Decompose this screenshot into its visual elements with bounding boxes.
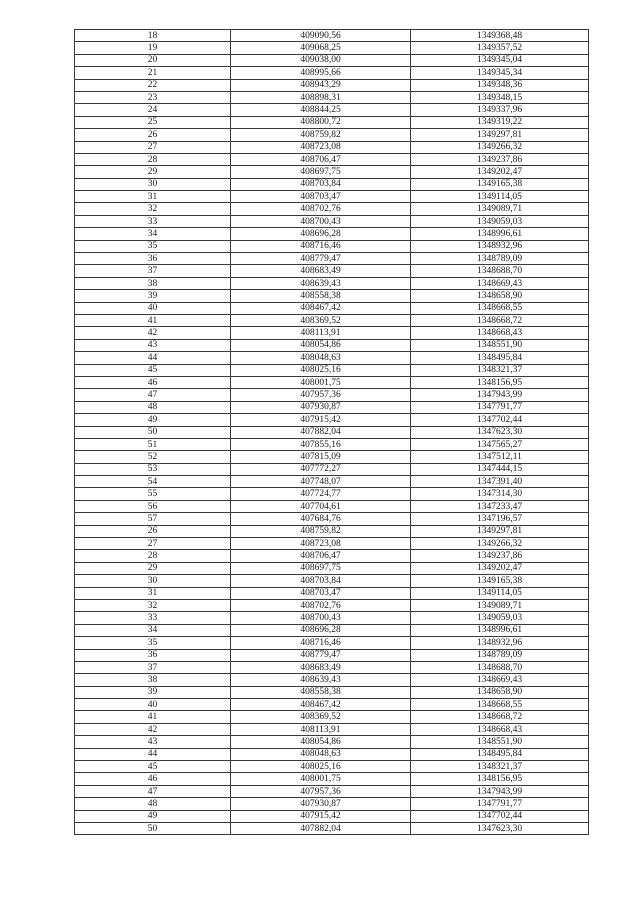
y-coordinate-cell: 1348658,90	[411, 686, 589, 698]
point-number-cell: 27	[75, 141, 231, 153]
point-number-cell: 45	[75, 761, 231, 773]
x-coordinate-cell: 408898,31	[231, 91, 411, 103]
y-coordinate-cell: 1347391,40	[411, 476, 589, 488]
table-row	[75, 451, 589, 463]
table-row	[75, 798, 589, 810]
coordinates-table-body	[75, 30, 589, 835]
y-coordinate-cell: 1349202,47	[411, 166, 589, 178]
y-coordinate-cell: 1349345,34	[411, 67, 589, 79]
x-coordinate-cell: 408779,47	[231, 253, 411, 265]
x-coordinate-cell: 408703,84	[231, 575, 411, 587]
table-row	[75, 116, 589, 128]
y-coordinate-cell: 1349114,05	[411, 191, 589, 203]
point-number-cell: 47	[75, 389, 231, 401]
x-coordinate-cell: 408706,47	[231, 550, 411, 562]
x-coordinate-cell: 408467,42	[231, 699, 411, 711]
x-coordinate-cell: 407957,36	[231, 389, 411, 401]
y-coordinate-cell: 1348669,43	[411, 674, 589, 686]
x-coordinate-cell: 407957,36	[231, 785, 411, 797]
y-coordinate-cell: 1349297,81	[411, 129, 589, 141]
point-number-cell: 32	[75, 203, 231, 215]
table-row	[75, 352, 589, 364]
point-number-cell: 38	[75, 277, 231, 289]
table-row	[75, 290, 589, 302]
point-number-cell: 43	[75, 339, 231, 351]
x-coordinate-cell: 408696,28	[231, 624, 411, 636]
table-row	[75, 500, 589, 512]
y-coordinate-cell: 1348668,55	[411, 699, 589, 711]
table-row	[75, 761, 589, 773]
point-number-cell: 30	[75, 575, 231, 587]
y-coordinate-cell: 1349348,36	[411, 79, 589, 91]
y-coordinate-cell: 1348668,72	[411, 711, 589, 723]
table-row	[75, 463, 589, 475]
point-number-cell: 23	[75, 91, 231, 103]
point-number-cell: 37	[75, 661, 231, 673]
table-row	[75, 649, 589, 661]
y-coordinate-cell: 1347943,99	[411, 785, 589, 797]
point-number-cell: 44	[75, 352, 231, 364]
y-coordinate-cell: 1347196,57	[411, 513, 589, 525]
y-coordinate-cell: 1349165,38	[411, 178, 589, 190]
y-coordinate-cell: 1347512,11	[411, 451, 589, 463]
point-number-cell: 50	[75, 426, 231, 438]
point-number-cell: 49	[75, 810, 231, 822]
point-number-cell: 36	[75, 649, 231, 661]
point-number-cell: 27	[75, 538, 231, 550]
table-row	[75, 538, 589, 550]
x-coordinate-cell: 407930,87	[231, 401, 411, 413]
x-coordinate-cell: 408001,75	[231, 376, 411, 388]
table-row	[75, 599, 589, 611]
point-number-cell: 47	[75, 785, 231, 797]
table-row	[75, 575, 589, 587]
x-coordinate-cell: 409068,25	[231, 42, 411, 54]
x-coordinate-cell: 407748,07	[231, 476, 411, 488]
point-number-cell: 31	[75, 191, 231, 203]
y-coordinate-cell: 1348495,84	[411, 352, 589, 364]
point-number-cell: 46	[75, 376, 231, 388]
x-coordinate-cell: 408706,47	[231, 153, 411, 165]
y-coordinate-cell: 1348668,72	[411, 314, 589, 326]
table-row	[75, 228, 589, 240]
y-coordinate-cell: 1349357,52	[411, 42, 589, 54]
point-number-cell: 34	[75, 228, 231, 240]
table-row	[75, 401, 589, 413]
x-coordinate-cell: 408025,16	[231, 761, 411, 773]
point-number-cell: 42	[75, 327, 231, 339]
table-row	[75, 178, 589, 190]
y-coordinate-cell: 1347943,99	[411, 389, 589, 401]
table-row	[75, 823, 589, 835]
x-coordinate-cell: 408703,47	[231, 191, 411, 203]
x-coordinate-cell: 408716,46	[231, 637, 411, 649]
y-coordinate-cell: 1349266,32	[411, 141, 589, 153]
y-coordinate-cell: 1348668,43	[411, 723, 589, 735]
y-coordinate-cell: 1348156,95	[411, 376, 589, 388]
table-row	[75, 674, 589, 686]
point-number-cell: 21	[75, 67, 231, 79]
y-coordinate-cell: 1349089,71	[411, 203, 589, 215]
y-coordinate-cell: 1349059,03	[411, 215, 589, 227]
y-coordinate-cell: 1347444,15	[411, 463, 589, 475]
y-coordinate-cell: 1347623,30	[411, 823, 589, 835]
x-coordinate-cell: 408683,49	[231, 661, 411, 673]
table-row	[75, 203, 589, 215]
x-coordinate-cell: 409038,00	[231, 54, 411, 66]
table-row	[75, 240, 589, 252]
x-coordinate-cell: 408943,29	[231, 79, 411, 91]
y-coordinate-cell: 1349368,48	[411, 30, 589, 42]
x-coordinate-cell: 409090,56	[231, 30, 411, 42]
y-coordinate-cell: 1348932,96	[411, 240, 589, 252]
x-coordinate-cell: 408702,76	[231, 599, 411, 611]
table-row	[75, 587, 589, 599]
table-row	[75, 30, 589, 42]
table-row	[75, 314, 589, 326]
y-coordinate-cell: 1348789,09	[411, 253, 589, 265]
point-number-cell: 48	[75, 401, 231, 413]
coordinates-table	[74, 29, 589, 835]
table-row	[75, 562, 589, 574]
y-coordinate-cell: 1348321,37	[411, 761, 589, 773]
table-row	[75, 376, 589, 388]
table-row	[75, 215, 589, 227]
table-row	[75, 191, 589, 203]
y-coordinate-cell: 1348658,90	[411, 290, 589, 302]
y-coordinate-cell: 1347702,44	[411, 414, 589, 426]
point-number-cell: 40	[75, 699, 231, 711]
y-coordinate-cell: 1348688,70	[411, 661, 589, 673]
y-coordinate-cell: 1349337,96	[411, 104, 589, 116]
x-coordinate-cell: 408054,86	[231, 339, 411, 351]
x-coordinate-cell: 408800,72	[231, 116, 411, 128]
point-number-cell: 36	[75, 253, 231, 265]
x-coordinate-cell: 408759,82	[231, 129, 411, 141]
x-coordinate-cell: 408048,63	[231, 352, 411, 364]
table-row	[75, 525, 589, 537]
table-row	[75, 253, 589, 265]
y-coordinate-cell: 1348789,09	[411, 649, 589, 661]
table-row	[75, 42, 589, 54]
point-number-cell: 26	[75, 129, 231, 141]
x-coordinate-cell: 408697,75	[231, 166, 411, 178]
x-coordinate-cell: 408697,75	[231, 562, 411, 574]
y-coordinate-cell: 1349237,86	[411, 153, 589, 165]
point-number-cell: 22	[75, 79, 231, 91]
x-coordinate-cell: 407684,76	[231, 513, 411, 525]
table-row	[75, 810, 589, 822]
x-coordinate-cell: 408054,86	[231, 736, 411, 748]
table-row	[75, 612, 589, 624]
x-coordinate-cell: 407915,42	[231, 810, 411, 822]
x-coordinate-cell: 408639,43	[231, 277, 411, 289]
y-coordinate-cell: 1349089,71	[411, 599, 589, 611]
y-coordinate-cell: 1349266,32	[411, 538, 589, 550]
point-number-cell: 54	[75, 476, 231, 488]
point-number-cell: 51	[75, 438, 231, 450]
table-row	[75, 686, 589, 698]
x-coordinate-cell: 408779,47	[231, 649, 411, 661]
y-coordinate-cell: 1349237,86	[411, 550, 589, 562]
x-coordinate-cell: 408995,66	[231, 67, 411, 79]
table-row	[75, 364, 589, 376]
y-coordinate-cell: 1347233,47	[411, 500, 589, 512]
x-coordinate-cell: 408639,43	[231, 674, 411, 686]
point-number-cell: 49	[75, 414, 231, 426]
y-coordinate-cell: 1348668,43	[411, 327, 589, 339]
y-coordinate-cell: 1349165,38	[411, 575, 589, 587]
y-coordinate-cell: 1349114,05	[411, 587, 589, 599]
x-coordinate-cell: 407772,27	[231, 463, 411, 475]
x-coordinate-cell: 408467,42	[231, 302, 411, 314]
point-number-cell: 25	[75, 116, 231, 128]
y-coordinate-cell: 1348996,61	[411, 624, 589, 636]
x-coordinate-cell: 407882,04	[231, 823, 411, 835]
x-coordinate-cell: 408702,76	[231, 203, 411, 215]
table-row	[75, 624, 589, 636]
point-number-cell: 31	[75, 587, 231, 599]
table-row	[75, 438, 589, 450]
table-row	[75, 79, 589, 91]
table-row	[75, 773, 589, 785]
point-number-cell: 46	[75, 773, 231, 785]
y-coordinate-cell: 1348321,37	[411, 364, 589, 376]
table-row	[75, 141, 589, 153]
y-coordinate-cell: 1348156,95	[411, 773, 589, 785]
table-row	[75, 637, 589, 649]
point-number-cell: 26	[75, 525, 231, 537]
point-number-cell: 35	[75, 637, 231, 649]
point-number-cell: 29	[75, 562, 231, 574]
y-coordinate-cell: 1347791,77	[411, 798, 589, 810]
x-coordinate-cell: 408703,47	[231, 587, 411, 599]
point-number-cell: 57	[75, 513, 231, 525]
y-coordinate-cell: 1349319,22	[411, 116, 589, 128]
x-coordinate-cell: 408723,08	[231, 538, 411, 550]
point-number-cell: 45	[75, 364, 231, 376]
table-row	[75, 265, 589, 277]
table-row	[75, 104, 589, 116]
point-number-cell: 39	[75, 290, 231, 302]
table-row	[75, 476, 589, 488]
y-coordinate-cell: 1349345,04	[411, 54, 589, 66]
table-row	[75, 736, 589, 748]
point-number-cell: 53	[75, 463, 231, 475]
x-coordinate-cell: 408025,16	[231, 364, 411, 376]
y-coordinate-cell: 1349297,81	[411, 525, 589, 537]
x-coordinate-cell: 408113,91	[231, 327, 411, 339]
table-row	[75, 414, 589, 426]
point-number-cell: 50	[75, 823, 231, 835]
point-number-cell: 18	[75, 30, 231, 42]
y-coordinate-cell: 1347623,30	[411, 426, 589, 438]
x-coordinate-cell: 407724,77	[231, 488, 411, 500]
point-number-cell: 42	[75, 723, 231, 735]
x-coordinate-cell: 408703,84	[231, 178, 411, 190]
table-row	[75, 513, 589, 525]
y-coordinate-cell: 1348996,61	[411, 228, 589, 240]
x-coordinate-cell: 408369,52	[231, 711, 411, 723]
point-number-cell: 35	[75, 240, 231, 252]
table-row	[75, 54, 589, 66]
table-row	[75, 488, 589, 500]
point-number-cell: 41	[75, 711, 231, 723]
point-number-cell: 32	[75, 599, 231, 611]
table-row	[75, 277, 589, 289]
table-row	[75, 91, 589, 103]
y-coordinate-cell: 1347314,30	[411, 488, 589, 500]
x-coordinate-cell: 408696,28	[231, 228, 411, 240]
point-number-cell: 19	[75, 42, 231, 54]
table-row	[75, 699, 589, 711]
table-row	[75, 550, 589, 562]
point-number-cell: 55	[75, 488, 231, 500]
point-number-cell: 30	[75, 178, 231, 190]
table-row	[75, 426, 589, 438]
point-number-cell: 33	[75, 215, 231, 227]
x-coordinate-cell: 408700,43	[231, 215, 411, 227]
point-number-cell: 28	[75, 550, 231, 562]
point-number-cell: 37	[75, 265, 231, 277]
x-coordinate-cell: 408113,91	[231, 723, 411, 735]
table-row	[75, 166, 589, 178]
x-coordinate-cell: 408369,52	[231, 314, 411, 326]
y-coordinate-cell: 1347791,77	[411, 401, 589, 413]
table-row	[75, 67, 589, 79]
y-coordinate-cell: 1348932,96	[411, 637, 589, 649]
table-row	[75, 327, 589, 339]
point-number-cell: 28	[75, 153, 231, 165]
point-number-cell: 33	[75, 612, 231, 624]
table-row	[75, 785, 589, 797]
table-row	[75, 153, 589, 165]
x-coordinate-cell: 408844,25	[231, 104, 411, 116]
x-coordinate-cell: 407855,16	[231, 438, 411, 450]
y-coordinate-cell: 1348688,70	[411, 265, 589, 277]
y-coordinate-cell: 1349202,47	[411, 562, 589, 574]
y-coordinate-cell: 1348551,90	[411, 736, 589, 748]
point-number-cell: 44	[75, 748, 231, 760]
y-coordinate-cell: 1348669,43	[411, 277, 589, 289]
y-coordinate-cell: 1348668,55	[411, 302, 589, 314]
point-number-cell: 38	[75, 674, 231, 686]
table-row	[75, 129, 589, 141]
table-row	[75, 302, 589, 314]
y-coordinate-cell: 1348551,90	[411, 339, 589, 351]
point-number-cell: 56	[75, 500, 231, 512]
point-number-cell: 20	[75, 54, 231, 66]
x-coordinate-cell: 407915,42	[231, 414, 411, 426]
x-coordinate-cell: 408001,75	[231, 773, 411, 785]
y-coordinate-cell: 1349348,15	[411, 91, 589, 103]
x-coordinate-cell: 408558,38	[231, 290, 411, 302]
table-row	[75, 339, 589, 351]
y-coordinate-cell: 1347702,44	[411, 810, 589, 822]
point-number-cell: 24	[75, 104, 231, 116]
point-number-cell: 29	[75, 166, 231, 178]
x-coordinate-cell: 407815,09	[231, 451, 411, 463]
x-coordinate-cell: 407704,61	[231, 500, 411, 512]
point-number-cell: 39	[75, 686, 231, 698]
point-number-cell: 34	[75, 624, 231, 636]
x-coordinate-cell: 408558,38	[231, 686, 411, 698]
point-number-cell: 41	[75, 314, 231, 326]
y-coordinate-cell: 1349059,03	[411, 612, 589, 624]
point-number-cell: 52	[75, 451, 231, 463]
table-row	[75, 389, 589, 401]
table-row	[75, 711, 589, 723]
point-number-cell: 40	[75, 302, 231, 314]
x-coordinate-cell: 408683,49	[231, 265, 411, 277]
x-coordinate-cell: 408700,43	[231, 612, 411, 624]
x-coordinate-cell: 408759,82	[231, 525, 411, 537]
x-coordinate-cell: 407930,87	[231, 798, 411, 810]
point-number-cell: 48	[75, 798, 231, 810]
x-coordinate-cell: 408723,08	[231, 141, 411, 153]
y-coordinate-cell: 1348495,84	[411, 748, 589, 760]
x-coordinate-cell: 408048,63	[231, 748, 411, 760]
table-row	[75, 723, 589, 735]
x-coordinate-cell: 407882,04	[231, 426, 411, 438]
table-row	[75, 661, 589, 673]
y-coordinate-cell: 1347565,27	[411, 438, 589, 450]
x-coordinate-cell: 408716,46	[231, 240, 411, 252]
point-number-cell: 43	[75, 736, 231, 748]
table-row	[75, 748, 589, 760]
